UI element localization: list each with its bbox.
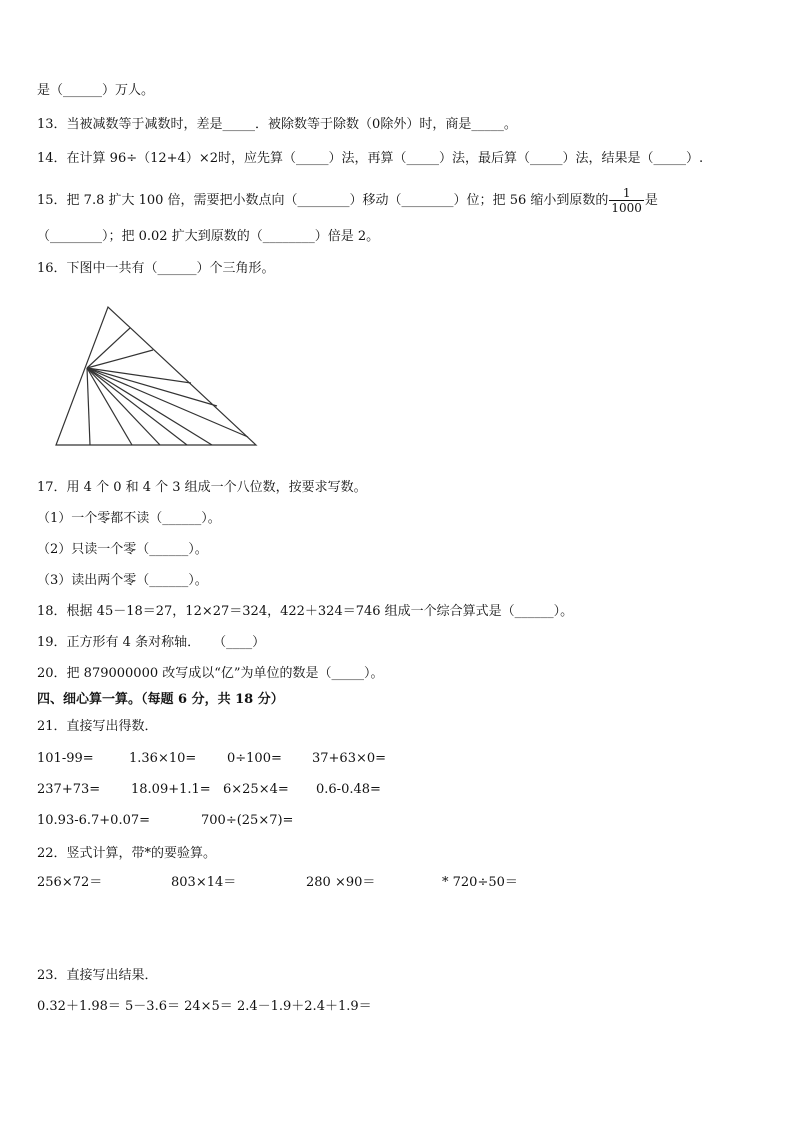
q22-expr: 256×72＝ [37,875,103,890]
question-17: 17．用 4 个 0 和 4 个 3 组成一个八位数，按要求写数。 [37,480,367,495]
q15-part1: 15．把 7.8 扩大 100 倍，需要把小数点向（________）移动（________）位；把 56 缩小到原数的 [37,193,609,208]
fraction-numerator: 1 [609,186,644,201]
question-21: 21．直接写出得数． [37,719,158,734]
q21-expr: 18.09+1.1= [131,782,211,797]
question-16: 16．下图中一共有（______）个三角形。 [37,261,275,276]
fan-line [87,368,248,437]
question-14: 14．在计算 96÷（12+4）×2时，应先算（_____）法，再算（_____）法，最后算（_____）法，结果是（_____）. [37,151,704,166]
question-23: 23．直接写出结果． [37,968,158,983]
q17-item-1: （1）一个零都不读（______）。 [37,511,221,526]
fraction-denominator: 1000 [611,201,642,215]
fraction-1-1000 [609,186,644,215]
section-4-heading: 四、细心算一算。（每题 6 分，共 18 分） [37,692,284,707]
outer-triangle [56,307,256,445]
q22-expr: 803×14＝ [171,875,237,890]
q21-expr: 700÷(25×7)= [201,813,294,828]
q17-item-2: （2）只读一个零（______）。 [37,542,208,557]
q21-expr: 1.36×10= [129,751,197,766]
question-22: 22．竖式计算，带*的要验算。 [37,846,217,861]
question-19: 19．正方形有 4 条对称轴． （____） [37,635,266,650]
question-20: 20．把 879000000 改写成以“亿”为单位的数是（_____）。 [37,666,384,681]
q21-expr: 10.93-6.7+0.07= [37,813,151,828]
q21-expr: 0÷100= [227,751,282,766]
q21-expr: 0.6-0.48= [316,782,381,797]
q23-expressions: 0.32＋1.98＝ 5－3.6＝ 24×5＝ 2.4－1.9＋2.4＋1.9＝ [37,999,372,1014]
q15-part2: 是 [644,193,658,208]
question-18: 18．根据 45－18＝27，12×27＝324，422＋324＝746 组成一个综合算式是（______）。 [37,604,574,619]
q21-expr: 6×25×4= [223,782,289,797]
question-13: 13．当被减数等于减数时，差是_____．被除数等于除数（0除外）时，商是_____。 [37,117,517,132]
q22-expr: 280 ×90＝ [306,875,376,890]
fan-line [87,368,187,445]
q21-expr: 37+63×0= [312,751,387,766]
q12-tail: 是（______）万人。 [37,83,155,98]
q17-item-3: （3）读出两个零（______）。 [37,573,208,588]
question-15-line1 [37,186,658,215]
q21-expr: 237+73= [37,782,101,797]
fan-line [87,368,90,445]
q22-expr: * 720÷50＝ [442,875,518,890]
question-15-line2: （________）；把 0.02 扩大到原数的（________）倍是 2。 [37,229,380,244]
q21-expr: 101-99= [37,751,94,766]
triangle-figure [50,300,265,450]
